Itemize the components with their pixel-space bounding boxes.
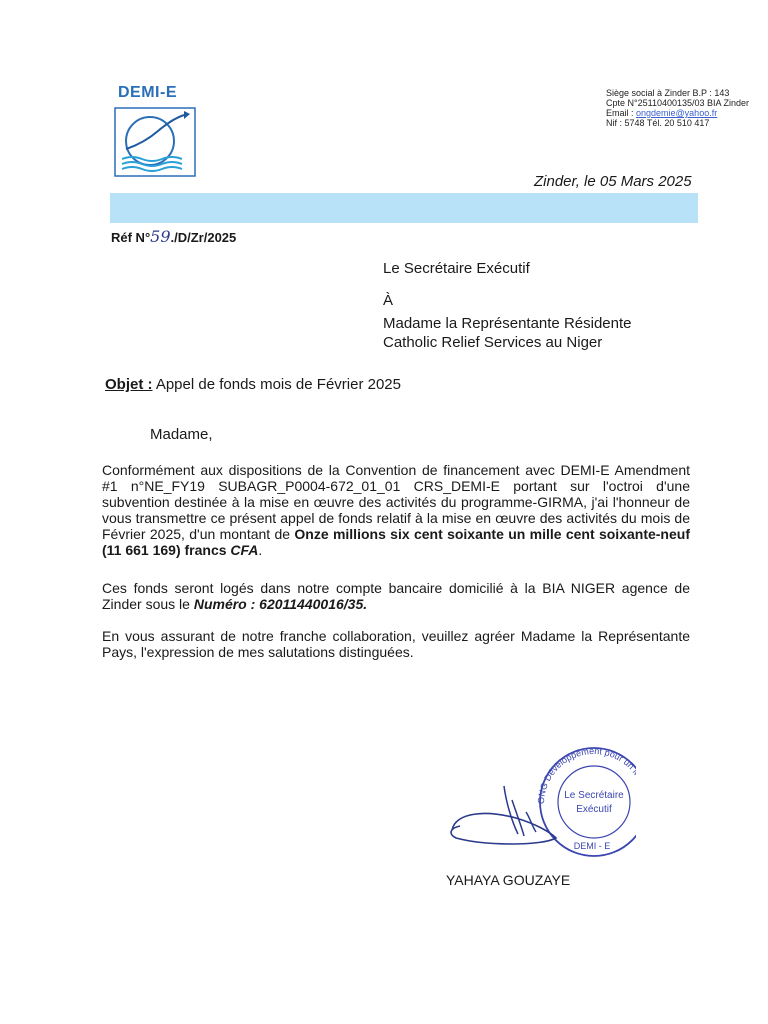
stamp-ring-text: ONG Développement pour un (535, 745, 636, 805)
subject-label: Objet : (105, 376, 153, 393)
body-p1-amount: Onze millions six cent soixante un mille cent soixante-neuf (11 661 169) francs (102, 526, 690, 558)
stamp-center-line-2: Exécutif (576, 804, 612, 815)
official-stamp-and-signature (446, 742, 636, 862)
reference-number (111, 227, 236, 246)
contact-email-label: Email : (606, 108, 637, 118)
subject-text: Appel de fonds mois de Février 2025 (152, 376, 401, 393)
contact-nif-phone: Nif : 5748 Tél. 20 510 417 (606, 118, 710, 128)
to-label: À (383, 292, 394, 309)
reference-suffix: ./D/Zr/2025 (170, 230, 237, 245)
contact-block (606, 88, 749, 128)
contact-email-line (606, 108, 749, 118)
organization-logo-text: DEMI-E (118, 84, 177, 101)
stamp-bottom-text: DEMI - E (573, 841, 611, 851)
body-paragraph-1 (102, 462, 690, 558)
salutation: Madame, (150, 426, 213, 443)
letter-date: Zinder, le 05 Mars 2025 (534, 173, 692, 190)
reference-handwritten-number: 59 (150, 227, 171, 246)
body-p2-account-number: Numéro : 62011440016/35. (193, 596, 368, 612)
subject-line (105, 376, 401, 393)
signatory-name: YAHAYA GOUZAYE (446, 872, 571, 888)
contact-email-link[interactable]: ongdemie@yahoo.fr (636, 108, 718, 118)
body-p2-text: Ces fonds seront logés dans notre compte bancaire domicilié à la BIA NIGER agence de Zinder sous le (102, 580, 690, 612)
body-p1-end: . (258, 542, 263, 558)
organization-logo-icon (114, 107, 196, 177)
contact-address: Siège social à Zinder B.P : 143 (606, 88, 730, 98)
recipient-line-1: Madame la Représentante Résidente (383, 315, 632, 332)
body-paragraph-2 (102, 580, 690, 612)
recipient-line-2: Catholic Relief Services au Niger (383, 334, 603, 351)
body-p1-text: Conformément aux dispositions de la Convention de financement avec DEMI-E Amendment #1 n°NE_FY19 SUBAGR_P0004-672_01_01 CRS_DEMI-E portant sur l'octroi d'une subvention destinée à la mise en œuvre des activités du programme-GIRMA, j'ai l'honneur de vous transmettre ce présent appel de fonds relatif à la mise en œuvre des activités du mois de Février 2025, d'un montant de (102, 462, 690, 542)
body-p1-currency: CFA (230, 542, 259, 558)
reference-prefix: Réf N° (111, 230, 151, 245)
body-paragraph-3: En vous assurant de notre franche collaboration, veuillez agréer Madame la Représentante Pays, l'expression de mes salutations distinguées. (102, 628, 690, 660)
header-band (110, 193, 698, 223)
stamp-center-line-1: Le Secrétaire (564, 790, 624, 801)
contact-account: Cpte N°25110400135/03 BIA Zinder (606, 98, 750, 108)
sender-title: Le Secrétaire Exécutif (383, 260, 530, 277)
